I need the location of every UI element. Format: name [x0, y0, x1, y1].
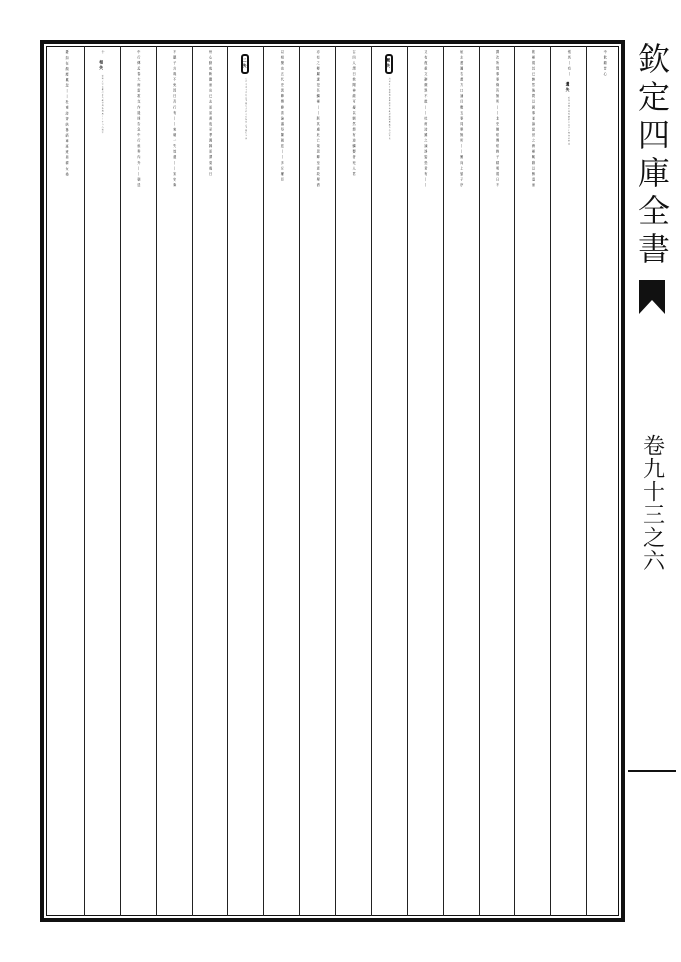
body-text: 以相樂也五代史裴皞傳皞喜論議每陳朝廷丨丨多斥權臣	[279, 50, 284, 184]
column-rule	[371, 46, 372, 916]
annotation-text: 梁簡文帝朱櫻詩花茂蝶爭飛枝濃鳥丨丨李白詩烟容	[101, 75, 104, 135]
column-rule	[227, 46, 228, 916]
column-rule	[550, 46, 551, 916]
column-rule	[263, 46, 264, 916]
column-rule	[586, 46, 587, 916]
text-column	[84, 50, 120, 915]
text-column	[407, 50, 443, 915]
body-text: 中行傳孟春大雨雷雹交作邊烽告急中行亟奏內外丨丨朝廷	[136, 50, 141, 189]
column-rule	[299, 46, 300, 916]
text-column	[443, 50, 479, 915]
margin-line	[628, 770, 676, 772]
text-column	[192, 50, 228, 915]
column-rule	[120, 46, 121, 916]
entry-heading: 相失	[99, 59, 105, 72]
column-rule	[407, 46, 408, 916]
text-column	[120, 50, 156, 915]
body-text: 召四人謂曰我聞神龍可擾以馴然頷有逆鱗嬰者死人君	[351, 50, 356, 178]
text-column	[48, 50, 84, 915]
body-text: 又有復重文辭頗異不敢丨丨杜甫詩雖之諫諍姿恐君有丨丨	[423, 50, 428, 189]
annotation-text: 五代史南平世家高季興巳去莊宗心悔追之季興行至襄	[245, 77, 248, 140]
text-column	[550, 50, 586, 915]
text-column	[371, 50, 407, 915]
text-column	[299, 50, 335, 915]
text-column	[263, 50, 299, 915]
body-text: 憂	[64, 50, 69, 56]
text-column	[514, 50, 550, 915]
column-rule	[335, 46, 336, 916]
text-column	[586, 50, 622, 915]
annotation-text: 唐書杜正倫傳與韋挺虞世南姚思廉論事稱旨帝設宴具	[388, 77, 391, 140]
entry-heading: 二失	[241, 54, 249, 74]
page-margin	[626, 40, 678, 922]
body-text: 中飲顧昔心	[602, 50, 607, 78]
body-text: 悵馬丨有丨	[566, 50, 571, 78]
column-rule	[514, 46, 515, 916]
text-column	[227, 50, 263, 915]
book-title: 欽定四庫全書	[633, 42, 671, 270]
column-rule	[192, 46, 193, 916]
annotation-text: 後漢書魯丕傳旣顯巖穴以求仁賢無使幽遠	[568, 97, 571, 146]
column-rule	[443, 46, 444, 916]
body-text: 撰次所問事事條答無所丨丨北史劉炫傳炫眸子精明視日不	[495, 50, 500, 189]
body-text: 州心動夜斬關而出已去而詔書夜至季興歸而謂梁震曰	[208, 50, 213, 178]
column-rule	[84, 46, 85, 916]
fish-tail-icon	[637, 278, 667, 316]
text-column	[335, 50, 371, 915]
entry-heading: 闕失	[385, 54, 393, 74]
entry-heading: 遺失	[566, 81, 572, 94]
body-text: 飲褌視其已醉然後問以國事並論當世之務褌輒辭以醉退而	[530, 50, 535, 189]
body-text: 亦有之卿屬遂犯吾鱗褌丨丨朕其慮危亡哉思卿至意故舉酒	[315, 50, 320, 189]
column-rule	[156, 46, 157, 916]
text-column	[156, 50, 192, 915]
body-text: 如在顏塵累忽丨丨杜甫詩齊紈魯縞車班班男耕女桑	[64, 55, 69, 178]
volume-label: 卷九十三之六	[639, 434, 665, 572]
body-text: 眩左畫圓右畫方口誦目數五事同舉無所丨丨劉向上晏子序	[459, 50, 464, 189]
body-text: 十	[100, 50, 105, 56]
text-column	[479, 50, 515, 915]
column-rule	[479, 46, 480, 916]
body-text: 不聽子言幾不免因曰吾行有丨丨來朝一失放還丨丨宋史柴	[172, 50, 177, 189]
